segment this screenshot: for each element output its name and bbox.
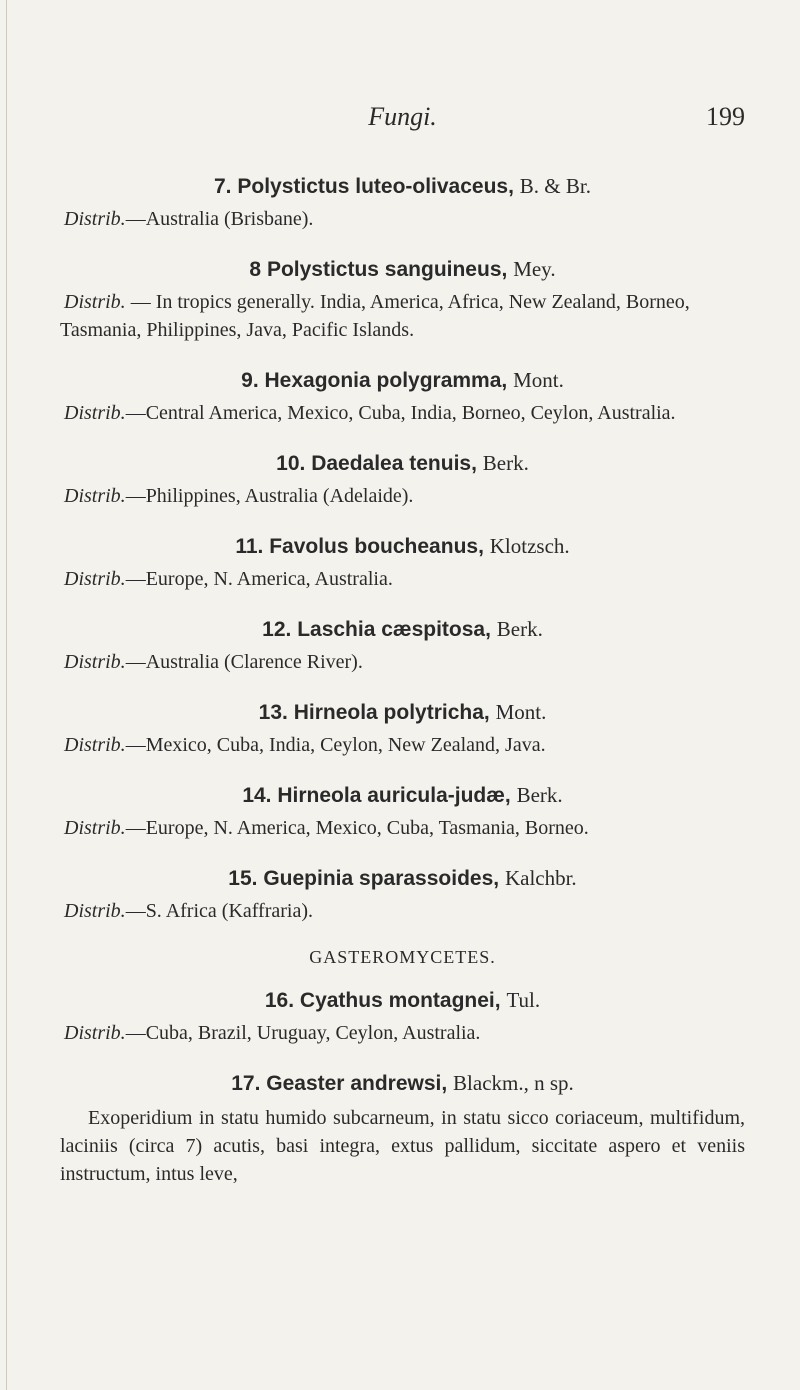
species-heading <box>60 698 745 727</box>
species-heading <box>60 172 745 201</box>
species-entry <box>60 986 745 1047</box>
species-number: 9. <box>241 369 259 392</box>
distribution <box>60 482 745 510</box>
distribution-label: Distrib. <box>64 402 126 424</box>
species-number: 7. <box>214 175 232 198</box>
species-heading <box>60 1069 745 1098</box>
species-entry <box>60 449 745 510</box>
species-name: Hexagonia polygramma, <box>264 369 508 392</box>
species-heading <box>60 532 745 561</box>
distribution-label: Distrib. <box>64 651 126 673</box>
entries <box>60 172 745 1210</box>
species-entry <box>60 255 745 344</box>
species-name: Laschia cæspitosa, <box>297 618 491 641</box>
distribution-label: Distrib. <box>64 485 126 507</box>
species-author: Mont. <box>513 368 564 392</box>
distribution-label: Distrib. <box>64 291 126 313</box>
species-description: Exoperidium in statu humido subcarneum, in statu sicco coriaceum, multifidum, laciniis (circa 7) acutis, basi integra, extus pallidum, siccitate aspero et veniis instructum, intus leve, <box>60 1107 745 1185</box>
species-author: Tul. <box>506 988 541 1012</box>
species-number: 16. <box>264 989 295 1012</box>
species-entry <box>60 366 745 427</box>
distribution-text: —Australia (Clarence River). <box>125 651 363 673</box>
species-author: Mont. <box>495 700 547 724</box>
distribution-text: —Europe, N. America, Australia. <box>125 568 393 590</box>
species-entry <box>60 864 745 925</box>
distribution-label: Distrib. <box>64 1022 126 1044</box>
species-name: Polystictus luteo-olivaceus, <box>237 175 514 198</box>
species-name: Hirneola auricula-judæ, <box>277 784 511 807</box>
species-author: Mey. <box>513 257 556 281</box>
distribution-text: —Europe, N. America, Mexico, Cuba, Tasmania, Borneo. <box>125 817 589 839</box>
species-author: Berk. <box>496 617 543 641</box>
species-entry <box>60 532 745 593</box>
species-author: Klotzsch. <box>489 534 570 558</box>
distribution <box>60 731 745 759</box>
species-name: Polystictus sanguineus, <box>266 258 508 281</box>
species-number: 10. <box>276 452 306 475</box>
distribution-label: Distrib. <box>64 817 126 839</box>
species-author: Berk. <box>482 451 529 475</box>
species-author: Berk. <box>516 783 563 807</box>
distribution <box>60 288 745 344</box>
species-name: Geaster andrewsi, <box>266 1072 448 1095</box>
species-heading <box>60 986 745 1015</box>
distribution <box>60 648 745 676</box>
species-number: 14. <box>242 784 272 807</box>
species-name: Guepinia sparassoides, <box>263 867 500 890</box>
species-name: Hirneola polytricha, <box>293 701 490 724</box>
species-name: Cyathus montagnei, <box>299 989 501 1012</box>
section-title: GASTEROMYCETES. <box>309 947 496 967</box>
distribution-label: Distrib. <box>64 208 126 230</box>
species-heading <box>60 255 745 284</box>
species-number: 15. <box>228 867 258 890</box>
species-heading <box>60 366 745 395</box>
species-name: Favolus boucheanus, <box>269 535 484 558</box>
species-name: Daedalea tenuis, <box>311 452 477 475</box>
species-author: Kalchbr. <box>504 866 577 890</box>
distribution-text: — In tropics generally. India, America, Africa, New Zealand, Borneo, Tasmania, Philippines, Java, Pacific Islands. <box>60 291 690 341</box>
distribution <box>60 1019 745 1047</box>
distribution-text: —Australia (Brisbane). <box>125 208 314 230</box>
distribution-text: —Central America, Mexico, Cuba, India, Borneo, Ceylon, Australia. <box>125 402 676 424</box>
distribution <box>60 897 745 925</box>
running-title: Fungi. <box>368 102 437 131</box>
distribution <box>60 814 745 842</box>
page-header <box>60 100 745 140</box>
species-entry <box>60 781 745 842</box>
species-entry <box>60 1069 745 1188</box>
species-author: Blackm., n sp. <box>453 1071 574 1095</box>
species-number: 8 <box>249 258 262 281</box>
species-entry <box>60 698 745 759</box>
species-number: 17. <box>231 1072 261 1095</box>
species-author: B. & Br. <box>519 174 591 198</box>
distribution <box>60 399 745 427</box>
species-number: 11. <box>235 535 264 558</box>
distribution-text: —S. Africa (Kaffraria). <box>125 900 314 922</box>
species-heading <box>60 864 745 893</box>
distribution <box>60 205 745 233</box>
species-number: 13. <box>258 701 288 724</box>
distribution-text: —Cuba, Brazil, Uruguay, Ceylon, Australia. <box>125 1022 481 1044</box>
species-heading <box>60 781 745 810</box>
species-entry <box>60 615 745 676</box>
species-entry <box>60 172 745 233</box>
species-heading <box>60 615 745 644</box>
distribution <box>60 565 745 593</box>
distribution-label: Distrib. <box>64 568 126 590</box>
species-heading <box>60 449 745 478</box>
distribution-text: —Philippines, Australia (Adelaide). <box>125 485 414 507</box>
page-edge <box>6 0 7 1390</box>
page-number: 199 <box>706 102 745 131</box>
species-number: 12. <box>262 618 292 641</box>
distribution-text: —Mexico, Cuba, India, Ceylon, New Zealand, Java. <box>125 734 546 756</box>
distribution-label: Distrib. <box>64 900 126 922</box>
distribution-label: Distrib. <box>64 734 126 756</box>
